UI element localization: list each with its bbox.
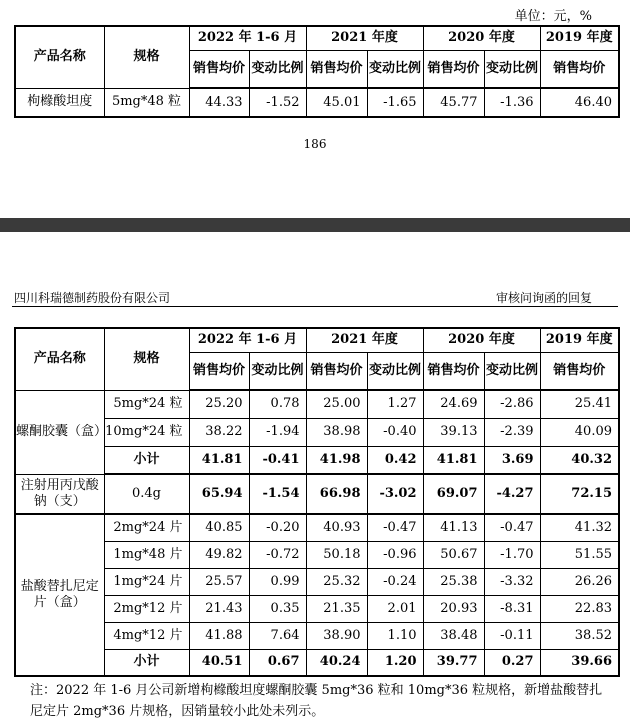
value-cell: 41.81 xyxy=(189,446,249,474)
product-name: 枸橼酸坦度 xyxy=(15,88,104,117)
value-cell: 22.83 xyxy=(540,595,619,622)
value-cell: 26.26 xyxy=(540,568,619,595)
value-cell: 44.33 xyxy=(189,88,249,117)
value-cell: -3.02 xyxy=(367,474,423,514)
spec-cell: 2mg*12 片 xyxy=(104,595,189,622)
value-cell: 25.57 xyxy=(189,568,249,595)
value-cell: -0.20 xyxy=(249,514,306,541)
value-cell: 39.66 xyxy=(540,649,619,676)
value-cell: 38.98 xyxy=(306,418,367,446)
subtotal-label: 小计 xyxy=(104,446,189,474)
header-year: 2022 年 1-6 月 xyxy=(189,26,306,50)
header-product: 产品名称 xyxy=(15,328,104,390)
value-cell: 40.93 xyxy=(306,514,367,541)
value-cell: 69.07 xyxy=(423,474,484,514)
value-cell: 49.82 xyxy=(189,541,249,568)
subtotal-label: 小计 xyxy=(104,649,189,676)
header-year: 2020 年度 xyxy=(423,328,540,352)
value-cell: 41.98 xyxy=(306,446,367,474)
value-cell: 25.38 xyxy=(423,568,484,595)
header-year: 2020 年度 xyxy=(423,26,540,50)
value-cell: 50.67 xyxy=(423,541,484,568)
value-cell: 2.01 xyxy=(367,595,423,622)
value-cell: 39.77 xyxy=(423,649,484,676)
header-change: 变动比例 xyxy=(249,352,306,390)
product-name: 注射用丙戊酸钠（支） xyxy=(15,474,104,514)
value-cell: 1.10 xyxy=(367,622,423,649)
spec-cell: 5mg*48 粒 xyxy=(104,88,189,117)
value-cell: -1.52 xyxy=(249,88,306,117)
value-cell: -1.70 xyxy=(484,541,540,568)
header-spec: 规格 xyxy=(104,26,189,88)
value-cell: 41.81 xyxy=(423,446,484,474)
header-year: 2021 年度 xyxy=(306,328,423,352)
value-cell: 0.99 xyxy=(249,568,306,595)
value-cell: 0.78 xyxy=(249,390,306,418)
value-cell: -0.47 xyxy=(367,514,423,541)
value-cell: 24.69 xyxy=(423,390,484,418)
spec-cell: 5mg*24 粒 xyxy=(104,390,189,418)
value-cell: -0.40 xyxy=(367,418,423,446)
value-cell: 40.85 xyxy=(189,514,249,541)
value-cell: 25.00 xyxy=(306,390,367,418)
page-number: 186 xyxy=(303,137,327,151)
value-cell: -0.41 xyxy=(249,446,306,474)
document-title: 审核问询函的回复 xyxy=(495,291,592,305)
header-year: 2019 年度 xyxy=(540,26,619,50)
value-cell: 38.48 xyxy=(423,622,484,649)
table-note: 注：2022 年 1-6 月公司新增枸橼酸坦度螺酮胶囊 5mg*36 粒和 10mg*36 粒规格，新增盐酸替扎尼定片 2mg*36 片规格，因销量较小此处未列示。 xyxy=(30,683,603,719)
value-cell: 1.27 xyxy=(367,390,423,418)
product-name: 盐酸替扎尼定片（盒） xyxy=(15,514,104,676)
value-cell: -0.96 xyxy=(367,541,423,568)
value-cell: -2.39 xyxy=(484,418,540,446)
value-cell: 3.69 xyxy=(484,446,540,474)
header-price: 销售均价 xyxy=(306,50,367,88)
value-cell: 25.41 xyxy=(540,390,619,418)
table-row xyxy=(15,622,619,649)
header-spec: 规格 xyxy=(104,328,189,390)
value-cell: 21.43 xyxy=(189,595,249,622)
subtotal-row xyxy=(15,649,619,676)
header-year: 2021 年度 xyxy=(306,26,423,50)
value-cell: 65.94 xyxy=(189,474,249,514)
value-cell: 40.24 xyxy=(306,649,367,676)
value-cell: 41.32 xyxy=(540,514,619,541)
value-cell: 38.90 xyxy=(306,622,367,649)
value-cell: -1.54 xyxy=(249,474,306,514)
value-cell: 51.55 xyxy=(540,541,619,568)
value-cell: 40.09 xyxy=(540,418,619,446)
value-cell: -2.86 xyxy=(484,390,540,418)
value-cell: 41.13 xyxy=(423,514,484,541)
header-change: 变动比例 xyxy=(367,50,423,88)
value-cell: 39.13 xyxy=(423,418,484,446)
table-row xyxy=(15,418,619,446)
price-table-continued xyxy=(14,25,620,118)
header-year: 2022 年 1-6 月 xyxy=(189,328,306,352)
header-year: 2019 年度 xyxy=(540,328,619,352)
header-change: 变动比例 xyxy=(484,352,540,390)
value-cell: 50.18 xyxy=(306,541,367,568)
value-cell: 21.35 xyxy=(306,595,367,622)
spec-cell: 2mg*24 片 xyxy=(104,514,189,541)
value-cell: -0.24 xyxy=(367,568,423,595)
value-cell: 0.27 xyxy=(484,649,540,676)
spec-cell: 1mg*48 片 xyxy=(104,541,189,568)
header-rule xyxy=(12,306,618,307)
header-price: 销售均价 xyxy=(540,50,619,88)
value-cell: 38.22 xyxy=(189,418,249,446)
value-cell: 7.64 xyxy=(249,622,306,649)
spec-cell: 10mg*24 粒 xyxy=(104,418,189,446)
value-cell: 25.20 xyxy=(189,390,249,418)
value-cell: 66.98 xyxy=(306,474,367,514)
table-row xyxy=(15,88,619,117)
header-change: 变动比例 xyxy=(367,352,423,390)
value-cell: -1.65 xyxy=(367,88,423,117)
table-row xyxy=(15,474,619,514)
header-price: 销售均价 xyxy=(423,352,484,390)
value-cell: 0.35 xyxy=(249,595,306,622)
spec-cell: 1mg*24 片 xyxy=(104,568,189,595)
header-change: 变动比例 xyxy=(484,50,540,88)
table-row xyxy=(15,541,619,568)
value-cell: 45.77 xyxy=(423,88,484,117)
value-cell: 72.15 xyxy=(540,474,619,514)
header-price: 销售均价 xyxy=(540,352,619,390)
value-cell: 46.40 xyxy=(540,88,619,117)
spec-cell: 4mg*12 片 xyxy=(104,622,189,649)
value-cell: 38.52 xyxy=(540,622,619,649)
table-row xyxy=(15,595,619,622)
value-cell: 0.42 xyxy=(367,446,423,474)
spec-cell: 0.4g xyxy=(104,474,189,514)
value-cell: -1.94 xyxy=(249,418,306,446)
value-cell: 45.01 xyxy=(306,88,367,117)
company-name: 四川科瑞德制药股份有限公司 xyxy=(14,291,171,305)
value-cell: -1.36 xyxy=(484,88,540,117)
header-change: 变动比例 xyxy=(249,50,306,88)
value-cell: 41.88 xyxy=(189,622,249,649)
table-row xyxy=(15,568,619,595)
header-price: 销售均价 xyxy=(189,352,249,390)
value-cell: -4.27 xyxy=(484,474,540,514)
header-price: 销售均价 xyxy=(423,50,484,88)
value-cell: 40.51 xyxy=(189,649,249,676)
value-cell: -0.47 xyxy=(484,514,540,541)
table-row xyxy=(15,514,619,541)
price-table xyxy=(14,327,620,677)
value-cell: -0.11 xyxy=(484,622,540,649)
product-name: 螺酮胶囊（盒） xyxy=(15,390,104,474)
table-row xyxy=(15,390,619,418)
header-price: 销售均价 xyxy=(306,352,367,390)
value-cell: -3.32 xyxy=(484,568,540,595)
value-cell: 0.67 xyxy=(249,649,306,676)
header-product: 产品名称 xyxy=(15,26,104,88)
value-cell: 25.32 xyxy=(306,568,367,595)
header-price: 销售均价 xyxy=(189,50,249,88)
unit-label: 单位：元，% xyxy=(514,9,592,24)
value-cell: 20.93 xyxy=(423,595,484,622)
value-cell: 40.32 xyxy=(540,446,619,474)
subtotal-row xyxy=(15,446,619,474)
value-cell: -0.72 xyxy=(249,541,306,568)
page-separator xyxy=(0,218,630,232)
value-cell: 1.20 xyxy=(367,649,423,676)
value-cell: -8.31 xyxy=(484,595,540,622)
